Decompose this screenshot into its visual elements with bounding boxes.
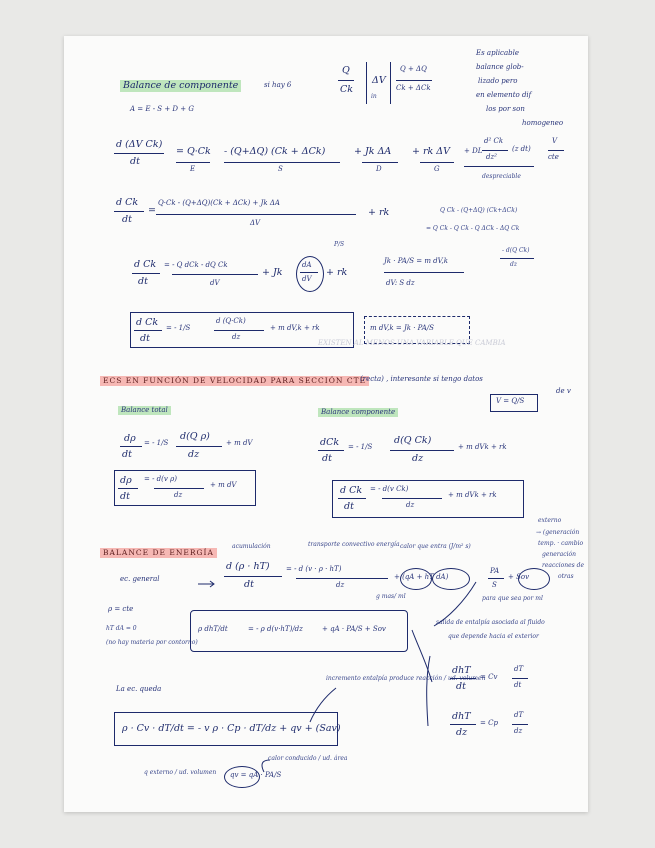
bc-tail: + m dVk + rk bbox=[458, 443, 507, 451]
note-line: en elemento dif bbox=[476, 91, 532, 99]
energy-lhs-num: d (ρ · hT) bbox=[226, 561, 270, 572]
label-e: E bbox=[190, 165, 196, 173]
calor-label: calor que entra (J/m² s) bbox=[400, 543, 471, 550]
dv-relation: dV: S dz bbox=[386, 279, 415, 287]
box1-middle: = - 1/S bbox=[166, 324, 191, 332]
box2-equation: m dV,k = Jk · PA/S bbox=[370, 324, 434, 332]
despreciable-label: despreciable bbox=[482, 173, 521, 180]
label-g: G bbox=[434, 165, 440, 173]
in-label: in bbox=[371, 93, 377, 100]
r2-lhs-den: dz bbox=[456, 727, 468, 738]
energy2-middle: = - ρ d(v·hT)/dz bbox=[248, 625, 303, 633]
bc-box-lhs-den: dt bbox=[344, 501, 354, 512]
eq3-frac-num: dA bbox=[302, 261, 312, 269]
side-calc-3-num: - d(Q Ck) bbox=[502, 247, 530, 254]
balance-componente-title: Balance componente bbox=[318, 408, 398, 417]
bt-tail: + m dV bbox=[226, 439, 253, 447]
note-line: homogeneo bbox=[522, 119, 564, 127]
q-externo-note: q externo / ud. volumen bbox=[144, 769, 217, 776]
bt-lhs-den: dt bbox=[122, 449, 132, 460]
energy-middle-den: dz bbox=[336, 581, 345, 589]
box1-lhs-numerator: d Ck bbox=[136, 317, 159, 328]
eq2-lhs-numerator: d Ck bbox=[116, 197, 139, 208]
energy-lhs-den: dt bbox=[244, 579, 254, 590]
eq1-input-term: = Q·Ck bbox=[176, 146, 211, 157]
bc-middle: = - 1/S bbox=[348, 443, 373, 451]
bc-frac-den: dz bbox=[412, 453, 424, 464]
bc-lhs-num: dCk bbox=[320, 437, 340, 448]
bc-box-tail: + m dVk + rk bbox=[448, 491, 497, 499]
section-title-balance-componente: Balance de componente bbox=[120, 80, 241, 92]
eq1-diffusion-term: + Jk ΔA bbox=[354, 146, 392, 157]
de-v-note: de v bbox=[556, 387, 571, 395]
box1-denominator: dz bbox=[232, 333, 241, 341]
energy-final-equation: ρ · Cv · dT/dt = - v ρ · Cp · dT/dz + qv + (Sav) bbox=[122, 723, 341, 734]
si-hay-text: si hay 6 bbox=[264, 81, 292, 89]
recta-note: (recta) , interesante si tengo datos bbox=[360, 375, 483, 383]
eq1-dispersion-term: + DL bbox=[464, 147, 483, 155]
eq1-generation-term: + rk ΔV bbox=[412, 146, 451, 157]
r2-frac-num: dT bbox=[514, 711, 524, 719]
out-conc-label: Ck + ΔCk bbox=[396, 84, 431, 92]
r1-frac-num: dT bbox=[514, 665, 524, 673]
v-equals-q-over-s: V = Q/S bbox=[496, 397, 525, 405]
eq3-lhs-numerator: d Ck bbox=[134, 259, 157, 270]
v-over-cte-num: V bbox=[552, 137, 558, 145]
note-line: externo bbox=[538, 517, 562, 524]
bc-box-middle: = - d(v Ck) bbox=[370, 485, 409, 493]
eq2-numerator: Q·Ck - (Q+ΔQ)(Ck + ΔCk) + Jk ΔA bbox=[158, 199, 280, 207]
note-line: temp. · cambio bbox=[538, 540, 584, 547]
q-label: Q bbox=[342, 65, 350, 76]
eq1-dispersion-den: dz² bbox=[486, 153, 497, 161]
note-line: lizado pero bbox=[478, 77, 518, 85]
salida-note: salida de entalpía asociada al fluido bbox=[436, 619, 545, 626]
out-flow-label: Q + ΔQ bbox=[400, 65, 427, 73]
ec-queda-label: La ec. queda bbox=[116, 685, 162, 693]
eq3-denominator: dV bbox=[210, 279, 220, 287]
r1-middle: = Cv bbox=[480, 673, 498, 681]
no-materia-note: (no hay materia por contorno) bbox=[106, 639, 198, 646]
bt-box-frac-den: dz bbox=[174, 491, 183, 499]
eq1-lhs-numerator: d (ΔV Ck) bbox=[116, 139, 163, 150]
qv-relation: qv = qA · PA/S bbox=[230, 771, 282, 779]
jk-relation: Jk · PA/S = m dV,k bbox=[384, 257, 448, 265]
note-line: reacciones de bbox=[542, 562, 585, 569]
eq3-rk: + rk bbox=[326, 267, 348, 278]
eq1-dispersion-num: d² Ck bbox=[484, 137, 504, 145]
ink-strokes bbox=[64, 36, 588, 812]
eq2-lhs-denominator: dt bbox=[122, 214, 132, 225]
bt-frac-num: d(Q ρ) bbox=[180, 431, 210, 442]
box1-tail: + m dV,k + rk bbox=[270, 324, 320, 332]
note-line: balance glob- bbox=[476, 63, 524, 71]
eq3-lhs-denominator: dt bbox=[138, 276, 148, 287]
para-que-note: para que sea por ml bbox=[482, 595, 543, 602]
eq1-dispersion-tail: (z dt) bbox=[512, 145, 531, 153]
energy2-tail: + qA · PA/S + Sov bbox=[322, 625, 386, 633]
energy-heat-term: + (qA + hT dA) bbox=[394, 573, 449, 581]
label-d: D bbox=[376, 165, 382, 173]
rho-constant: ρ = cte bbox=[108, 605, 134, 613]
bt-box-lhs-den: dt bbox=[120, 491, 130, 502]
note-line: otras bbox=[558, 573, 574, 580]
section-title-energia: BALANCE DE ENERGÍA bbox=[100, 548, 217, 558]
ck-label: Ck bbox=[340, 84, 354, 95]
bc-box-frac-den: dz bbox=[406, 501, 415, 509]
eq2-reaction-term: + rk bbox=[368, 207, 390, 218]
eq3-frac-den: dV bbox=[302, 275, 312, 283]
r1-frac-den: dt bbox=[514, 681, 522, 689]
bt-middle: = - 1/S bbox=[144, 439, 169, 447]
note-line: generación bbox=[542, 551, 577, 558]
dv-label: ΔV bbox=[372, 75, 386, 86]
label-s: S bbox=[278, 165, 283, 173]
r2-lhs-num: dhT bbox=[452, 711, 471, 722]
r1-lhs-num: dhT bbox=[452, 665, 471, 676]
g-mol-note: g mas/ ml bbox=[376, 593, 406, 600]
equals-sign: = bbox=[148, 205, 156, 216]
energy2-lhs: ρ dhT/dt bbox=[198, 625, 228, 633]
v-over-cte-den: cte bbox=[548, 153, 559, 161]
p-over-s: P/S bbox=[334, 241, 345, 248]
balance-total-title: Balance total bbox=[118, 406, 171, 415]
bt-frac-den: dz bbox=[188, 449, 200, 460]
acumulacion-label: acumulación bbox=[232, 543, 271, 550]
bc-lhs-den: dt bbox=[322, 453, 332, 464]
r2-frac-den: dz bbox=[514, 727, 523, 735]
side-calc-2: = Q Ck - Q Ck - Q ΔCk - ΔQ Ck bbox=[426, 225, 520, 232]
eq3-jk: + Jk bbox=[262, 267, 283, 278]
r2-middle: = Cp bbox=[480, 719, 498, 727]
note-line: → (generación bbox=[536, 529, 580, 536]
calor-conducido-note: calor conducido / ud. área bbox=[268, 755, 348, 762]
bc-frac-num: d(Q Ck) bbox=[394, 435, 432, 446]
side-calc-3-den: dz bbox=[510, 261, 518, 268]
energy-middle: = - d (v · ρ · hT) bbox=[286, 565, 342, 573]
eq1-lhs-denominator: dt bbox=[130, 156, 140, 167]
note-line: Es aplicable bbox=[476, 49, 520, 57]
depende-note: que depende hacia el exterior bbox=[448, 633, 539, 640]
side-calc-1: Q Ck - (Q+ΔQ) (Ck+ΔCk) bbox=[440, 207, 518, 214]
bc-box-lhs-num: d Ck bbox=[340, 485, 363, 496]
r1-lhs-den: dt bbox=[456, 681, 466, 692]
transporte-label: transporte convectivo energía bbox=[308, 541, 400, 548]
ht-da-zero: hT dA = 0 bbox=[106, 625, 137, 632]
bt-box-lhs-num: dρ bbox=[120, 475, 132, 486]
incremento-note: incremento entalpía produce reacción / ud. volumen bbox=[326, 675, 486, 682]
eq2-denominator: ΔV bbox=[250, 219, 261, 227]
eq3-middle: = - Q dCk - dQ Ck bbox=[164, 261, 228, 269]
box1-lhs-denominator: dt bbox=[140, 333, 150, 344]
bleed-through-text: EXISTEN AL MENOS UNA VARIABLE QUE CAMBIA bbox=[318, 339, 506, 347]
eq1-output-term: - (Q+ΔQ) (Ck + ΔCk) bbox=[224, 146, 326, 157]
energy-pa-num: PA bbox=[490, 567, 500, 575]
energy-source-term: + Sov bbox=[508, 573, 530, 581]
ec-general-label: ec. general bbox=[120, 575, 160, 583]
bt-box-tail: + m dV bbox=[210, 481, 237, 489]
bt-box-middle: = - d(v ρ) bbox=[144, 475, 177, 483]
energy-pa-den: S bbox=[492, 581, 497, 589]
accumulation-equation: A = E - S + D + G bbox=[130, 105, 194, 113]
notebook-page bbox=[64, 36, 588, 812]
box1-numerator: d (Q·Ck) bbox=[216, 317, 246, 325]
note-line: los por son bbox=[486, 105, 525, 113]
bt-lhs-num: dρ bbox=[124, 433, 136, 444]
section-title-velocidad: ECS EN FUNCIÓN DE VELOCIDAD PARA SECCIÓN CTE bbox=[100, 376, 369, 386]
